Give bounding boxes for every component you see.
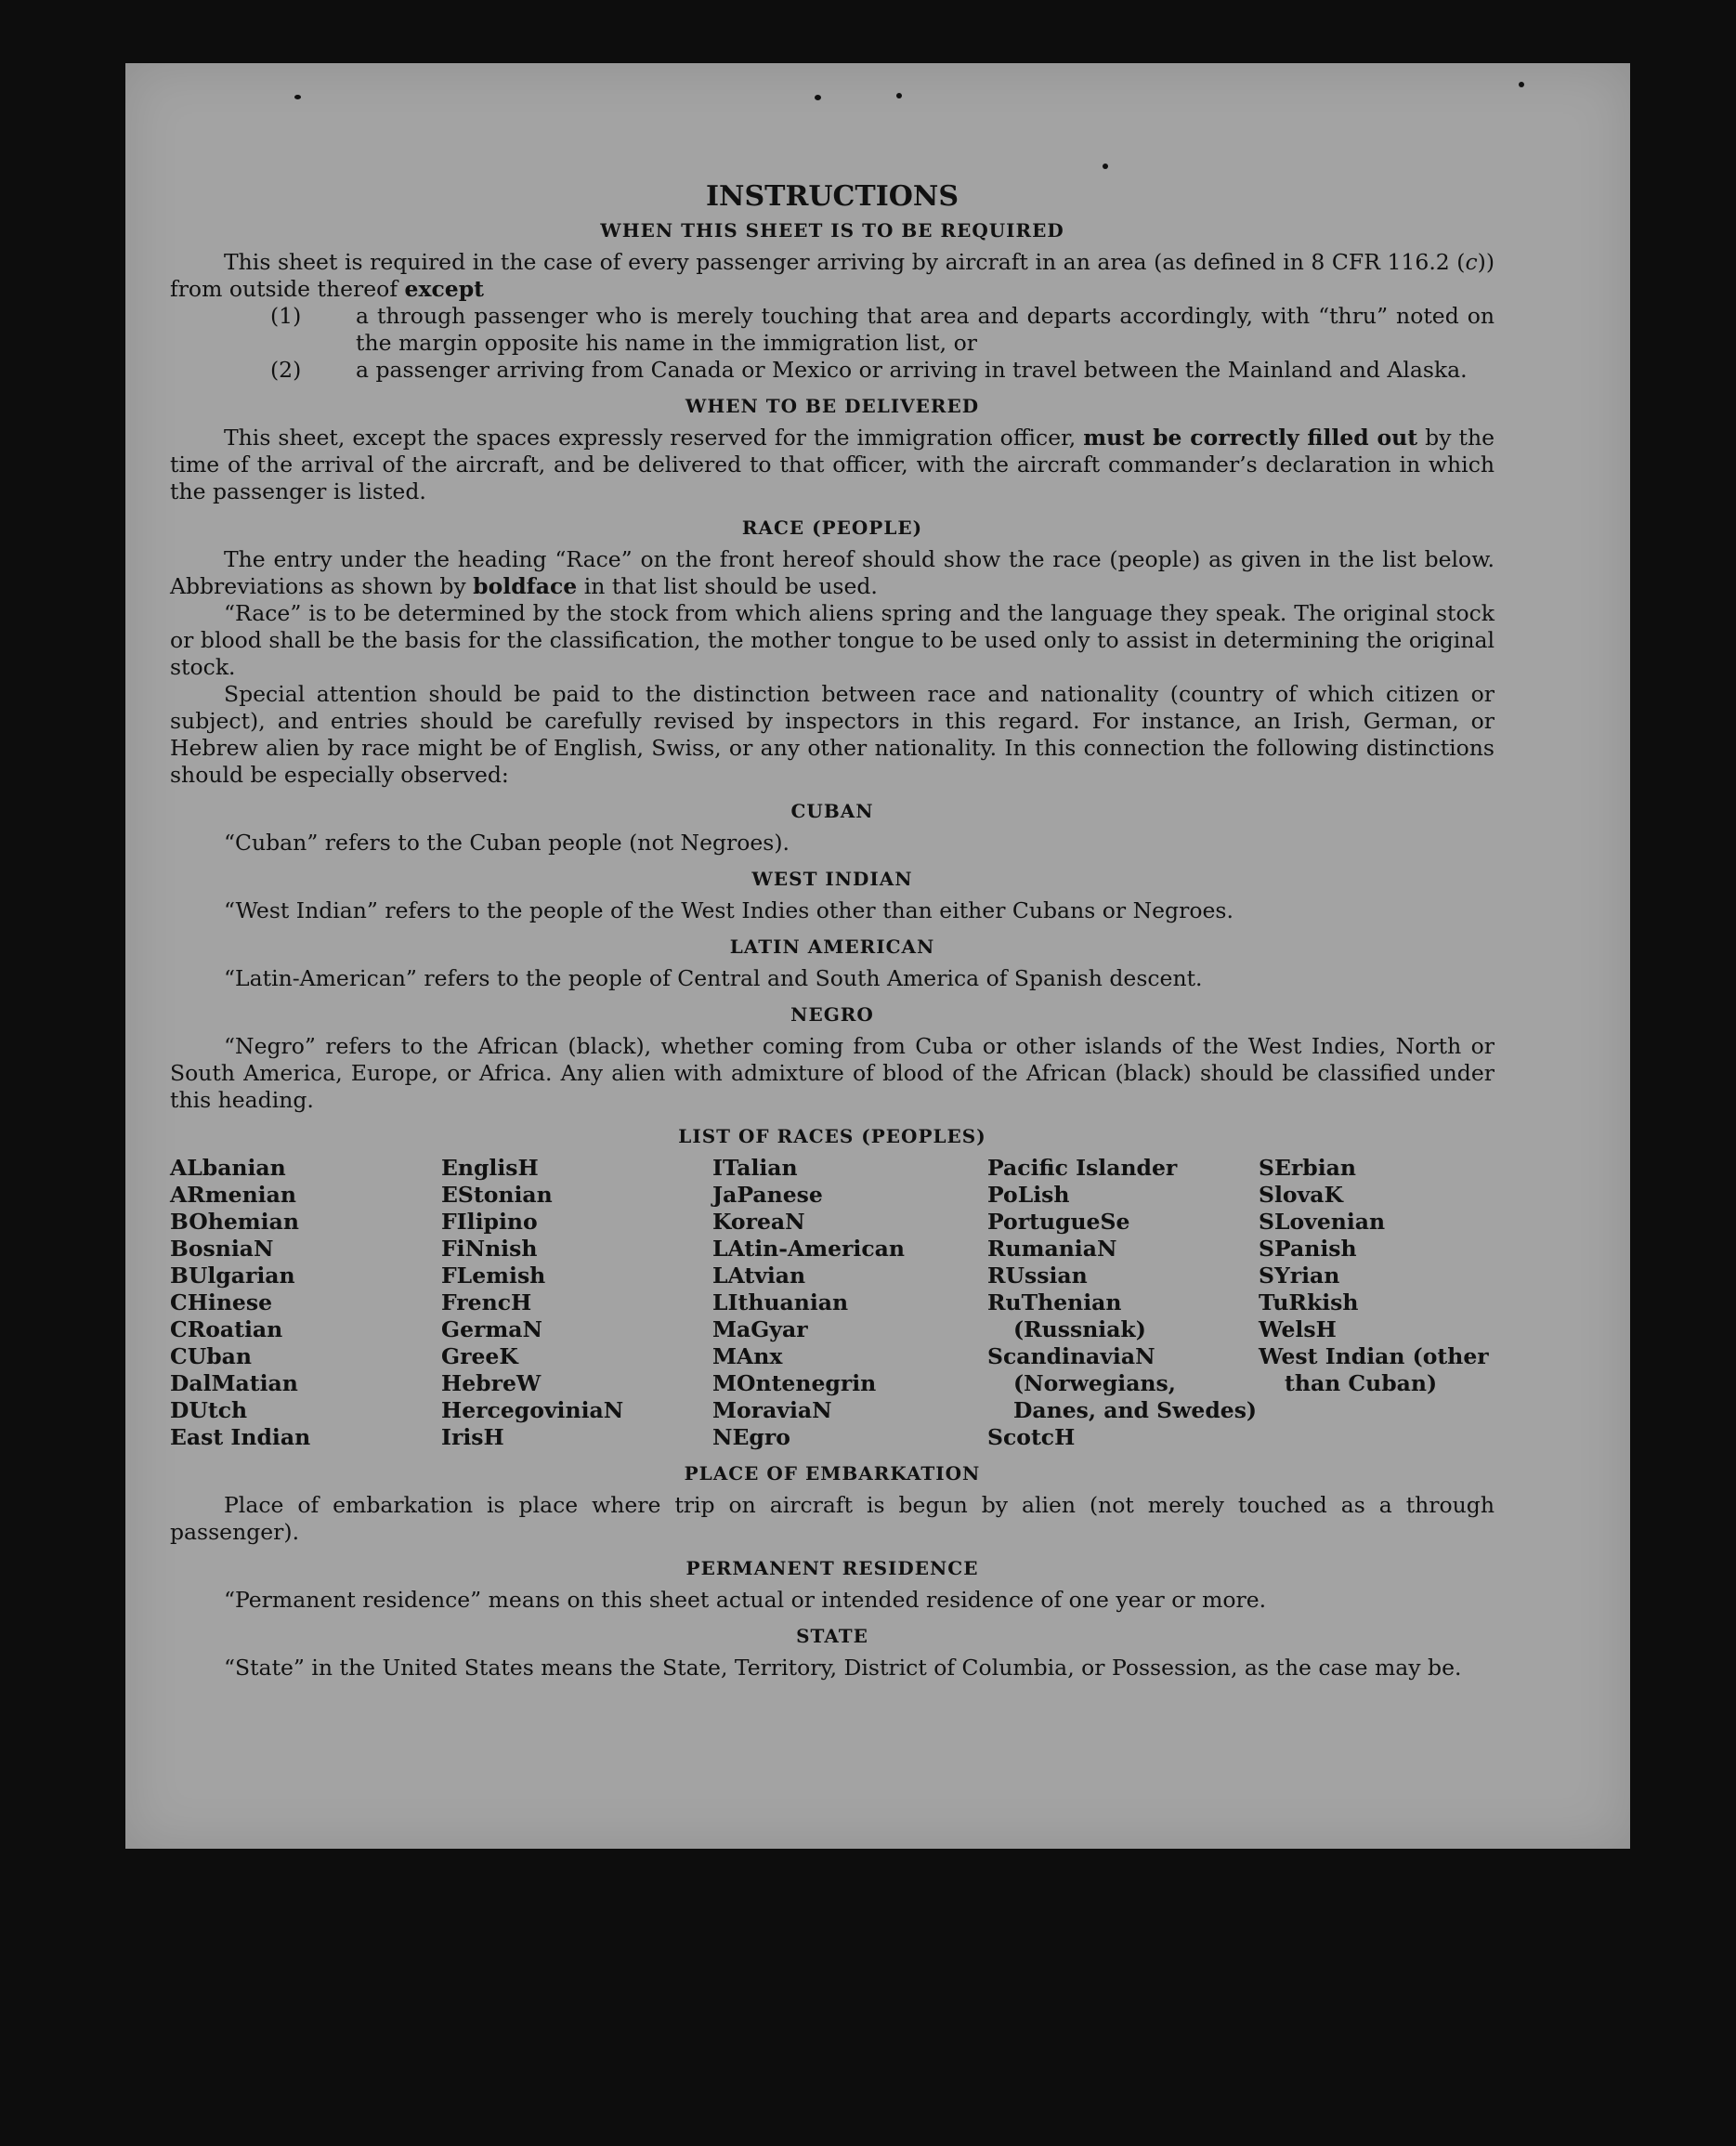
race-entry: EStonian (441, 1182, 553, 1208)
race-p1-a: The entry under the heading “Race” on the front hereof should show the race (people) as given in the list below. Abbreviations as shown by (170, 546, 1495, 599)
race-paragraph-2: “Race” is to be determined by the stock from which aliens spring and the language they speak. The original stock or blood shall be the basis for the classification, the mother tongue to be used only to assist in determining the original stock. (170, 600, 1495, 680)
race-entry: PortugueSe (987, 1209, 1130, 1235)
required-item-2 (170, 357, 1495, 384)
delivered-text-bold: must be correctly filled out (1083, 425, 1418, 451)
races-list (170, 1155, 1495, 1451)
race-p1-b: in that list should be used. (577, 573, 878, 599)
races-column-3 (712, 1155, 987, 1451)
race-entry: JaPanese (712, 1182, 823, 1208)
race-entry: CRoatian (170, 1316, 283, 1342)
heading-latin-american: LATIN AMERICAN (729, 936, 935, 958)
required-item-1 (170, 303, 1495, 357)
race-entry: FiNnish (441, 1236, 538, 1262)
race-entry: PoLish (987, 1182, 1070, 1208)
document-sheet (125, 63, 1630, 1849)
instructions-content (170, 180, 1495, 1681)
race-entry: DalMatian (170, 1370, 298, 1396)
heading-race: RACE (PEOPLE) (741, 517, 923, 539)
race-entry: ScotcH (987, 1424, 1076, 1450)
races-column-1 (170, 1155, 441, 1451)
race-entry: LAtin-American (712, 1236, 905, 1262)
required-intro-except: except (404, 276, 485, 302)
heading-west-indian: WEST INDIAN (751, 868, 913, 890)
race-entry: SPanish (1259, 1236, 1357, 1262)
speck-mark (294, 95, 301, 99)
item-number: (2) (270, 357, 302, 383)
item-text: a passenger arriving from Canada or Mexico or arriving in travel between the Mainland and Alaska. (356, 357, 1468, 383)
races-column-2 (441, 1155, 712, 1451)
race-entry: RumaniaN (987, 1236, 1117, 1262)
page-title: INSTRUCTIONS (706, 180, 959, 213)
cuban-text: “Cuban” refers to the Cuban people (not Negroes). (224, 830, 790, 856)
race-entry: SLovenian (1259, 1209, 1386, 1235)
heading-list-of-races: LIST OF RACES (PEOPLES) (678, 1125, 986, 1147)
embarkation-text: Place of embarkation is place where trip on aircraft is begun by alien (not merely touched as a through passenger). (170, 1492, 1495, 1545)
race-entry: DUtch (170, 1397, 248, 1423)
race-entry: CUban (170, 1343, 252, 1369)
races-column-4 (987, 1155, 1259, 1451)
race-entry: MoraviaN (712, 1397, 832, 1423)
race-entry: FrencH (441, 1289, 532, 1315)
race-entry: RuThenian (Russniak) (987, 1289, 1146, 1342)
speck-mark (815, 95, 821, 100)
race-entry: HebreW (441, 1370, 542, 1396)
race-entry: BOhemian (170, 1209, 299, 1235)
delivered-text-a: This sheet, except the spaces expressly reserved for the immigration officer, (224, 425, 1084, 451)
race-entry: FLemish (441, 1263, 546, 1289)
race-entry: West Indian (other than Cuban) (1259, 1343, 1489, 1396)
race-entry: LAtvian (712, 1263, 806, 1289)
item-number: (1) (270, 303, 302, 329)
race-entry: ARmenian (170, 1182, 296, 1208)
race-p1-bold: boldface (473, 573, 578, 599)
race-entry: ITalian (712, 1155, 798, 1181)
required-intro-italic: c (1465, 249, 1478, 275)
race-entry: IrisH (441, 1424, 504, 1450)
heading-cuban: CUBAN (790, 800, 874, 822)
race-entry: SErbian (1259, 1155, 1356, 1181)
speck-mark (1519, 82, 1524, 87)
race-paragraph-3: Special attention should be paid to the distinction between race and nationality (country of which citizen or subject), and entries should be carefully revised by inspectors in this regard. For instance, an Irish, German, or Hebrew alien by race might be of English, Swiss, or any other nationality. In this connection the following distinctions should be especially observed: (170, 681, 1495, 788)
race-entry: SYrian (1259, 1263, 1340, 1289)
race-entry: ALbanian (170, 1155, 286, 1181)
race-entry: MAnx (712, 1343, 783, 1369)
race-entry: GermaN (441, 1316, 542, 1342)
state-text: “State” in the United States means the State, Territory, District of Columbia, or Possession, as the case may be. (224, 1655, 1462, 1681)
race-entry: NEgro (712, 1424, 790, 1450)
race-entry: ScandinaviaN (Norwegians, Danes, and Swedes) (987, 1343, 1258, 1423)
race-entry: LIthuanian (712, 1289, 849, 1315)
race-entry: HercegoviniaN (441, 1397, 624, 1423)
race-entry: East Indian (170, 1424, 311, 1450)
delivered-text-b: by the time of the arrival of the aircraft, and be delivered to that officer, with the aircraft commander’s declaration in which the passenger is listed. (170, 425, 1495, 504)
residence-text: “Permanent residence” means on this sheet actual or intended residence of one year or more. (224, 1587, 1267, 1613)
required-intro-a: This sheet is required in the case of every passenger arriving by aircraft in an area (as defined in 8 CFR 116.2 ( (224, 249, 1466, 275)
heading-when-required: WHEN THIS SHEET IS TO BE REQUIRED (600, 219, 1064, 242)
heading-permanent-residence: PERMANENT RESIDENCE (685, 1557, 979, 1579)
race-entry: RUssian (987, 1263, 1088, 1289)
race-entry: MOntenegrin (712, 1370, 877, 1396)
race-entry: MaGyar (712, 1316, 808, 1342)
heading-state: STATE (796, 1625, 868, 1647)
heading-negro: NEGRO (790, 1003, 874, 1026)
latin-american-text: “Latin-American” refers to the people of Central and South America of Spanish descent. (224, 965, 1203, 991)
race-paragraph-1 (170, 546, 1495, 600)
west-indian-text: “West Indian” refers to the people of the West Indies other than either Cubans or Negroes. (224, 897, 1233, 923)
race-entry: WelsH (1259, 1316, 1337, 1342)
heading-when-delivered: WHEN TO BE DELIVERED (685, 395, 980, 417)
negro-text: “Negro” refers to the African (black), whether coming from Cuba or other islands of the West Indies, North or South America, Europe, or Africa. Any alien with admixture of blood of the African (black) should be classified under this heading. (170, 1033, 1495, 1113)
heading-place-of-embarkation: PLACE OF EMBARKATION (684, 1462, 981, 1485)
race-entry: BosniaN (170, 1236, 274, 1262)
race-entry: TuRkish (1259, 1289, 1359, 1315)
race-entry: EnglisH (441, 1155, 539, 1181)
speck-mark (1103, 164, 1108, 169)
race-entry: KoreaN (712, 1209, 805, 1235)
race-entry: CHinese (170, 1289, 273, 1315)
race-entry: Pacific Islander (987, 1155, 1178, 1181)
speck-mark (896, 93, 902, 98)
races-column-5 (1259, 1155, 1495, 1451)
race-entry: SlovaK (1259, 1182, 1343, 1208)
required-intro (170, 249, 1495, 303)
race-entry: FIlipino (441, 1209, 538, 1235)
race-entry: BUlgarian (170, 1263, 295, 1289)
item-text: a through passenger who is merely touching that area and departs accordingly, with “thru” noted on the margin opposite his name in the immigration list, or (356, 303, 1495, 356)
race-entry: GreeK (441, 1343, 518, 1369)
required-intro-b: )) from outside thereof (170, 249, 1495, 302)
delivered-text (170, 425, 1495, 505)
